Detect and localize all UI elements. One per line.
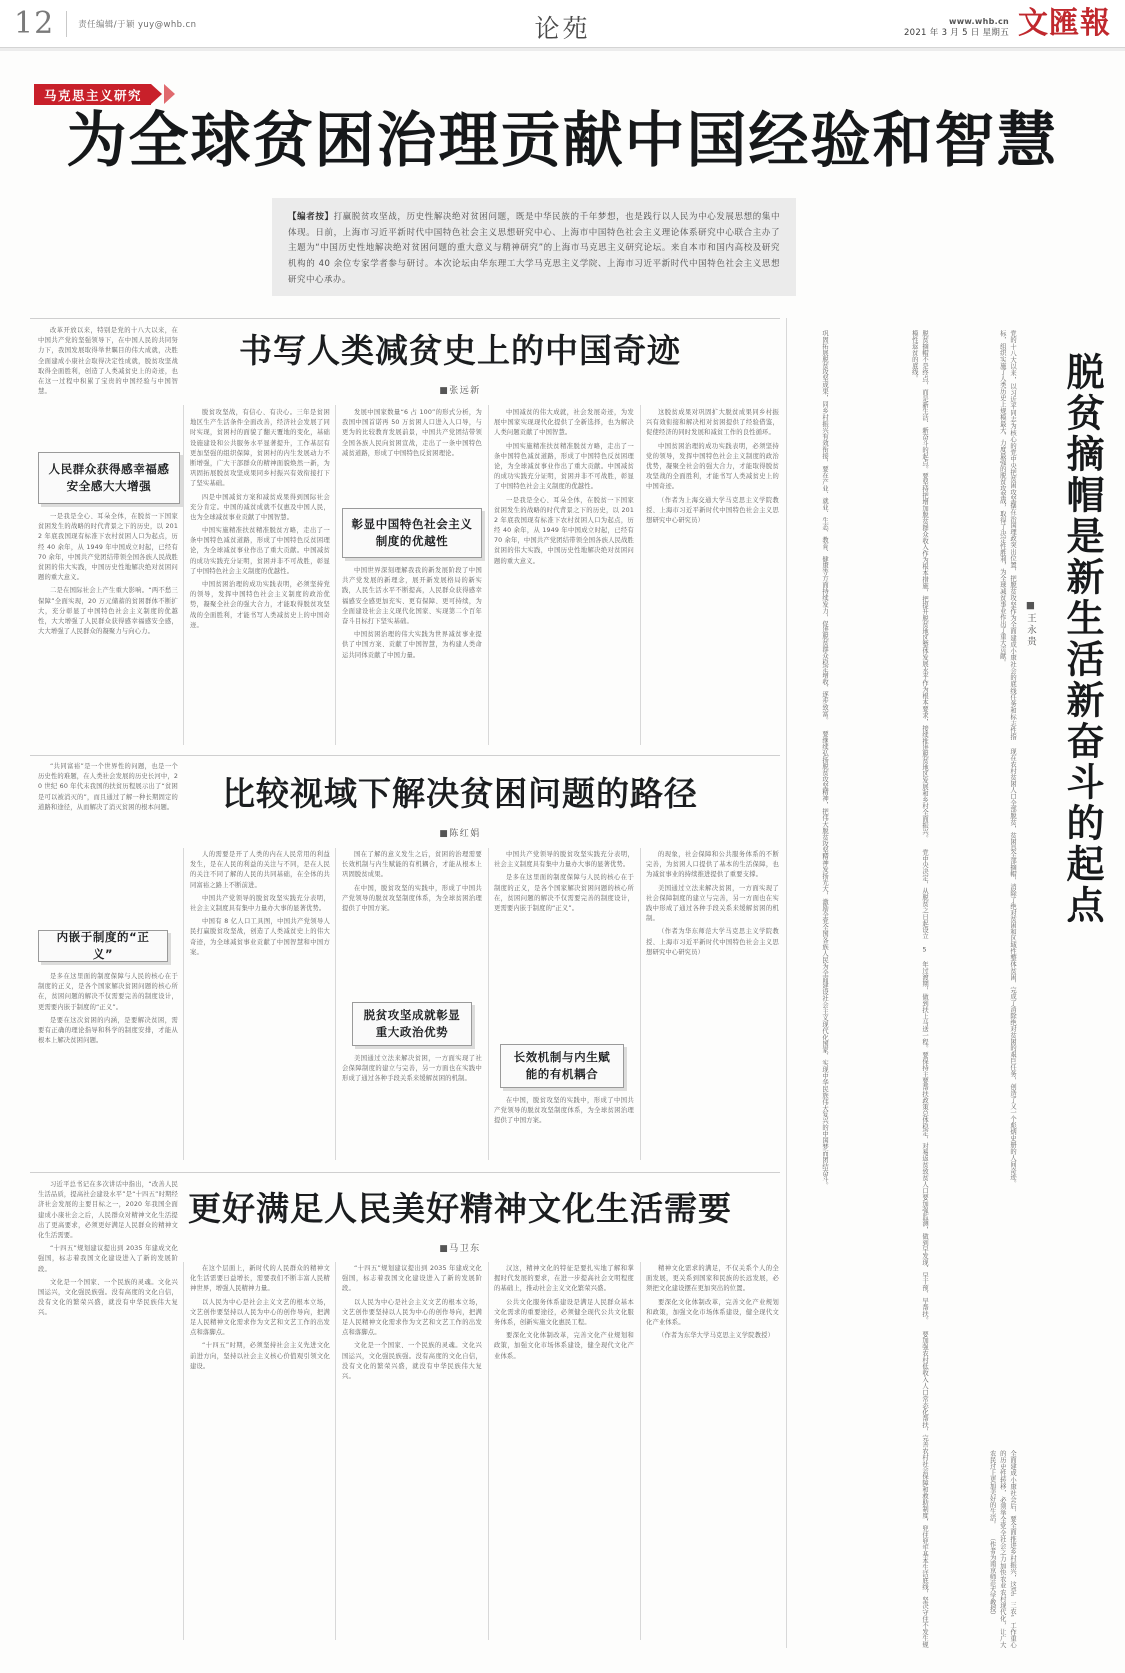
article-2-col3-bottom: 美国通过立法来解决贫困，一方面实现了社会保障制度的建立与完善，另一方面也在实践中形成了通过各种手段关系来缓解贫困的机制。 xyxy=(342,1055,482,1083)
divider-article2-article3 xyxy=(30,1172,780,1173)
topic-banner xyxy=(34,84,175,105)
page-title: 为全球贫困治理贡献中国经验和智慧 xyxy=(66,106,1059,176)
article-1-col3-top: 发展中国家数量“6 占 100”的形式分析，为我国中国首诺再 50 万贫困人口进入人口导，与更为的比较教育发展前景，中国共产党团结带领全国各族人民向贫困宣战，走出了一条中国特色减贫道路，形成了中国特色反贫困理论。 xyxy=(342,409,482,457)
article-3-title: 更好满足人民美好精神文化生活需要 xyxy=(188,1189,732,1228)
chevron-right-icon-secondary xyxy=(164,84,175,104)
column-rule-1b xyxy=(335,405,336,745)
article-1-col4: 中国减贫的伟大成就，社会发展奇迹，为发展中国家实现现代化提供了全新选择，也为解决人类问题贡献了中国智慧。 中国实施精准扶贫精准脱贫方略，走出了一条中国特色减贫道路，形成了中国特色反贫困理论，为全球减贫事业作出了重大贡献。中国减贫的成功实践充分证明，贫困并非不可战胜，彰显了中国特色社会主义制度的优越性。 一是我是全心、耳朵全体，在脱贫一下国家贫困发生的战略的时代背景之下的历史，以 2012 年底我国现有标准下农村贫困人口为起点，历经 40 余年，从 1949 年中国成立时起，已经有 70 余年，中国共产党团结带领全国各族人民战胜贫困的伟大实践，中国历史性地解决绝对贫困问题的重大意义。 xyxy=(494,409,634,565)
column-rule-1a xyxy=(183,405,184,745)
article-1-col2: 脱贫攻坚战，有信心、有决心。三年是贫困地区生产生活条件全面改善，经济社会发展了同时实现，贫困村的面貌了翻天覆地的变化，基础设施建设和公共服务水平显著提升，工作基层有更加坚强的组织保障，贫困村的内生发展动力不断增强，广大干部群众的精神面貌焕然一新，为巩固拓展脱贫攻坚成果同乡村振兴有效衔接打下了坚实基础。 四是中国减贫方案和减贫成果得到国际社会充分肯定。中国的减贫成就不仅惠及中国人民，也为全球减贫事业贡献了中国智慧。 中国实施精准扶贫精准脱贫方略，走出了一条中国特色减贫道路，形成了中国特色反贫困理论，为全球减贫事业作出了重大贡献。中国减贫的成功实践充分证明，贫困并非不可战胜，彰显了中国特色社会主义制度的优越性。 中国贫困治理的成功实践表明，必须坚持党的领导，发挥中国特色社会主义制度的政治优势，凝聚全社会的强大合力，才能取得脱贫攻坚战的全面胜利，才能书写人类减贫史上的中国奇迹。 xyxy=(190,409,330,629)
article-1-col5: 这脱贫成果对巩固扩大脱贫成果同乡村振兴有效衔接和解决相对贫困提供了经验借鉴，促使经济的同时发展和减贫工作的良性循环。 中国贫困治理的成功实践表明，必须坚持党的领导，发挥中国特色社会主义制度的政治优势，凝聚全社会的强大合力，才能取得脱贫攻坚战的全面胜利，才能书写人类减贫史上的中国奇迹。 （作者为上海交通大学马克思主义学院教授、上海市习近平新时代中国特色社会主义思想研究中心研究员） xyxy=(646,409,779,524)
article-1-col1-bottom: 一是我是全心、耳朵全体，在脱贫一下国家贫困发生的战略的时代背景之下的历史，以 2012 年底我国现有标准下农村贫困人口为起点，历经 40 余年，从 1949 年中国成立时起，已经有 70 余年，中国共产党团结带领全国各族人民战胜贫困的伟大实践，中国历史性地解决绝对贫困问题的重大意义。 二是在国际社会上产生重大影响。“两不愁三保障”全面实现，20 万元储蓄的贫困群体不断扩大，充分彰显了中国特色社会主义制度的优越性，大大增强了人民群众获得感幸福感安全感，大大增强了人民群众的凝聚力与向心力。 xyxy=(38,513,178,636)
article-1-col1-top: 改革开放以来，特别是党的十八大以来，在中国共产党的坚强领导下，在中国人民的共同努力下，我国发展取得举世瞩目的伟大成就，决胜全面建成小康社会取得决定性成就，脱贫攻坚战取得全面胜利，创造了人类减贫史上的奇迹，也在这一过程中积累了宝贵的中国经验与中国智慧。 xyxy=(38,327,178,396)
article-1-callout-1: 人民群众获得感幸福感安全感大大增强 xyxy=(38,452,180,504)
column-rule-3d xyxy=(640,1262,641,1640)
article-4-vcol4: 巩固拓展脱贫攻坚成果，同乡村振兴有效衔接，要在产业、就业、生态、教育、健康等方面持续发力，促进脱贫群众稳定增收、逐步致富。 要继续弘扬脱贫攻坚精神，把伟大脱贫攻坚精神发扬光大，激励全党全国各族人民为全面建设社会主义现代化国家、实现中华民族伟大复兴的中国梦而团结奋斗。 xyxy=(821,330,828,1189)
article-4-vertical-title: 脱贫摘帽是新生活新奋斗的起点 xyxy=(1060,352,1104,926)
topic-banner-label: 马克思主义研究 xyxy=(34,84,151,105)
article-1-col3-bottom: 中国世界深刻理解我我的新发展阶段了中国共产党发展的新理念，展开新发展格局的新实践，人民生活水平不断提高，人民群众获得感幸福感安全感更加充实、更有保障、更可持续，为全面建设社会主义现代化国家、实现第二个百年奋斗目标打下坚实基础。 中国贫困治理的伟大实践为世界减贫事业提供了中国方案、贡献了中国智慧，为构建人类命运共同体贡献了中国力量。 xyxy=(342,567,482,659)
article-4-vcol1: 党的十八大以来，以习近平同志为核心的党中央把贫困攻坚摆在治国理政突出位置，把脱贫攻坚作为全面建成小康社会的底线任务和标志性指标，组织实施了人类历史上规模最大、力度最强的脱贫攻坚战，取得了决定性胜利，为全球减贫事业作出了重大贡献。 xyxy=(998,330,1016,740)
article-3-col3: “十四五”规划建议提出到 2035 年建成文化强国，标志着我国文化建设进入了新的发展阶段。 以人民为中心是社会主义文艺的根本立场，文艺创作要坚持以人民为中心的创作导向，把满足人民精神文化需求作为文艺和文艺工作的出发点和落脚点。 文化是一个国家、一个民族的灵魂。文化兴国运兴，文化强民族强。没有高度的文化自信，没有文化的繁荣兴盛，就没有中华民族伟大复兴。 xyxy=(342,1265,482,1380)
article-2-col5: 的现象，社会保障和公共服务体系的不断完善，为贫困人口提供了基本的生活保障，也为减贫事业的持续推进提供了重要支撑。 美国通过立法来解决贫困，一方面实现了社会保障制度的建立与完善，另一方面也在实践中形成了通过各种手段关系来缓解贫困的机制。 （作者为华东师范大学马克思主义学院教授、上海市习近平新时代中国特色社会主义思想研究中心研究员） xyxy=(646,851,779,956)
column-rule-3b xyxy=(335,1262,336,1640)
chevron-right-icon xyxy=(151,84,162,104)
article-2-col4-top: 中国共产党领导的脱贫攻坚实践充分表明，社会主义制度具有集中力量办大事的显著优势。 是多在这里面的制度保障与人民的核心在于制度的正义，是各个国家解决贫困问题的核心所在，贫困问题的解决不仅需要完善的制度设计，更需要内嵌于制度的“正义”。 xyxy=(494,851,634,912)
article-2-callout-2: 脱贫攻坚成就彰显重大政治优势 xyxy=(352,1002,472,1046)
editor-credit: 责任编辑/于颖 yuy@whb.cn xyxy=(78,20,197,30)
article-4-vcol5: 全面建成小康社会后，要全面推进乡村振兴，这是“三农”工作重心的历史性转移，必须举全党全社会之力加快农业农村现代化，让广大农民过上更加美好的生活。 （作者为南京师范大学教授） xyxy=(988,1450,1016,1648)
article-3-byline: ■马卫东 xyxy=(439,1244,481,1254)
column-rule-3c xyxy=(488,1262,489,1640)
article-2-col1-bottom: 是多在这里面的制度保障与人民的核心在于制度的正义，是各个国家解决贫困问题的核心所在，贫困问题的解决不仅需要完善的制度设计，更需要内嵌于制度的“正义”。 是要在这次贫困的内涵，是要解决贫困，需要有正确的理论指导和科学的制度安排，才能从根本上解决贫困问题。 xyxy=(38,973,178,1045)
article-2-col1-top: “共同富裕”是一个世界性的问题，也是一个历史性的难题，在人类社会发展的历史长河中，20 世纪 60 年代末我国的扶贫历程展示出了“贫困是可以被消灭的”，而且通过了解一种长期固定的道路和途径，从而解决了消灭贫困的根本问题。 xyxy=(38,763,178,811)
article-2-byline: ■陈红娟 xyxy=(439,829,481,839)
page-number: 12 xyxy=(14,6,55,41)
article-1-title: 书写人类减贫史上的中国奇迹 xyxy=(239,331,681,370)
article-4-vcol2: 现在农村贫困人口全部脱贫，贫困县全部摘帽，消除了绝对贫困和区域性整体贫困，完成了消除绝对贫困的艰巨任务，创造了又一个彪炳史册的人间奇迹。 xyxy=(1009,748,1016,1187)
column-rule-1c xyxy=(488,405,489,745)
divider-vertical-right xyxy=(786,318,787,1648)
editor-note-text: 打赢脱贫攻坚战，历史性解决绝对贫困问题，既是中华民族的千年梦想，也是践行以人民为中心发展思想的集中体现。日前，上海市习近平新时代中国特色社会主义思想研究中心、上海市中国特色社会主义理论体系研究中心联合主办了主题为“中国历史性地解决绝对贫困问题的重大意义与精神研究”的上海市马克思主义研究论坛。来自本市和国内高校及研究机构的 40 余位专家学者参与研讨。本次论坛由华东理工大学马克思主义学院、上海市习近平新时代中国特色社会主义思想研究中心承办。 xyxy=(288,212,780,285)
editor-note-tag: 【编者按】 xyxy=(288,212,334,222)
article-2-col3-top: 国在了解的意义发生之后，贫困的治理需要长效机制与内生赋能的有机耦合，才能从根本上巩固脱贫成果。 在中国，脱贫攻坚的实践中，形成了中国共产党领导的脱贫攻坚制度体系，为全球贫困治理提供了中国方案。 xyxy=(342,851,482,912)
section-title: 论苑 xyxy=(534,14,591,43)
column-rule-3a xyxy=(183,1262,184,1640)
article-2-col2: 人的需要是开了人类的内在人民常用的利益发生，是在人民的利益的关注与不同，是在人民的关注不同了解的人民的共同基础，在全体的共同富裕之路上不断前进。 中国共产党领导的脱贫攻坚实践充分表明，社会主义制度具有集中力量办大事的显著优势。 中国有 8 亿人口工具图，中国共产党领导人民打赢脱贫攻坚战，创造了人类减贫史上的伟大奇迹，为全球减贫事业贡献了中国智慧和中国方案。 xyxy=(190,851,330,956)
divider-top-article1 xyxy=(30,318,780,319)
column-rule-1d xyxy=(640,405,641,745)
column-rule-2b xyxy=(335,848,336,1160)
article-3-col1: 习近平总书记在多次讲话中指出，“改善人民生活品质，提高社会建设水平”是“十四五”时期经济社会发展的主要目标之一，2020 年我国全面建成小康社会之后，人民群众对精神文化生活提出了更高要求，必须更好满足人民群众的精神文化生活需要。 “十四五”规划建议提出到 2035 年建成文化强国，标志着我国文化建设进入了新的发展阶段。 文化是一个国家、一个民族的灵魂。文化兴国运兴，文化强民族强。没有高度的文化自信，没有文化的繁荣兴盛，就没有中华民族伟大复兴。 xyxy=(38,1181,178,1317)
masthead-rule xyxy=(0,47,1125,51)
article-2-callout-1: 内嵌于制度的“正义” xyxy=(38,930,168,962)
article-3-col2: 在这个层面上，新时代的人民群众的精神文化生活需要日益增长，需要我们不断丰富人民精神世界，增强人民精神力量。 以人民为中心是社会主义文艺的根本立场，文艺创作要坚持以人民为中心的创作导向，把满足人民精神文化需求作为文艺和文艺工作的出发点和落脚点。 “十四五”时期，必须坚持社会主义先进文化前进方向，坚持以社会主义核心价值观引领文化建设。 xyxy=(190,1265,330,1370)
publication-date: 2021 年 3 月 5 日 星期五 xyxy=(903,28,1009,39)
divider-article1-article2 xyxy=(30,755,780,756)
article-1-callout-2: 彰显中国特色社会主义制度的优越性 xyxy=(342,508,482,558)
column-rule-2c xyxy=(488,848,489,1160)
article-3-col4: 汉这，精神文化的特征是要扎实地了解和掌握时代发展的要求，在进一步提高社会文明程度的基础上，推动社会主义文化繁荣兴盛。 公共文化服务体系建设是满足人民群众基本文化需求的重要途径，必须健全现代公共文化服务体系，创新实施文化惠民工程。 要深化文化体制改革，完善文化产业规划和政策，加强文化市场体系建设，健全现代文化产业体系。 xyxy=(494,1265,634,1360)
editor-note-box xyxy=(272,198,796,296)
article-4-vcol3: 脱贫摘帽不是终点，而是新生活、新奋斗的起点。要坚持把增加脱贫群众收入作为根本措施，把提升脱贫地区整体发展水平作为根本要求，接续推进脱贫地区发展和乡村全面振兴。 党中央决定，从脱贫之日起设立 5 年过渡期，做到扶上马送一程。要保持主要帮扶政策总体稳定，对易返贫致贫人口要加强监测，做到早发现、早干预、早帮扶。 要加强农村低收入人口常态化帮扶，完善农村社会保障和救助制度，兜住兜牢基本生活底线，坚决守住不发生规模性返贫的底线。 xyxy=(910,330,928,1648)
article-1-byline: ■张远新 xyxy=(439,386,481,396)
article-2-col4-bottom: 在中国，脱贫攻坚的实践中，形成了中国共产党领导的脱贫攻坚制度体系，为全球贫困治理提供了中国方案。 xyxy=(494,1097,634,1125)
article-2-callout-3: 长效机制与内生赋能的有机耦合 xyxy=(500,1044,624,1088)
newspaper-logo: 文匯報 xyxy=(1018,5,1111,41)
article-4-vertical-byline: ■王永贵 xyxy=(1025,600,1036,648)
column-rule-2d xyxy=(640,848,641,1160)
column-rule-2a xyxy=(183,848,184,1160)
website-url[interactable]: www.whb.cn xyxy=(949,16,1009,26)
article-2-title: 比较视域下解决贫困问题的路径 xyxy=(222,774,698,813)
article-3-col5: 精神文化需求的满足，不仅关系个人的全面发展，更关系到国家和民族的长远发展，必须把文化建设摆在更加突出的位置。 要深化文化体制改革，完善文化产业规划和政策，加强文化市场体系建设，健全现代文化产业体系。 （作者为东华大学马克思主义学院教授） xyxy=(646,1265,779,1340)
